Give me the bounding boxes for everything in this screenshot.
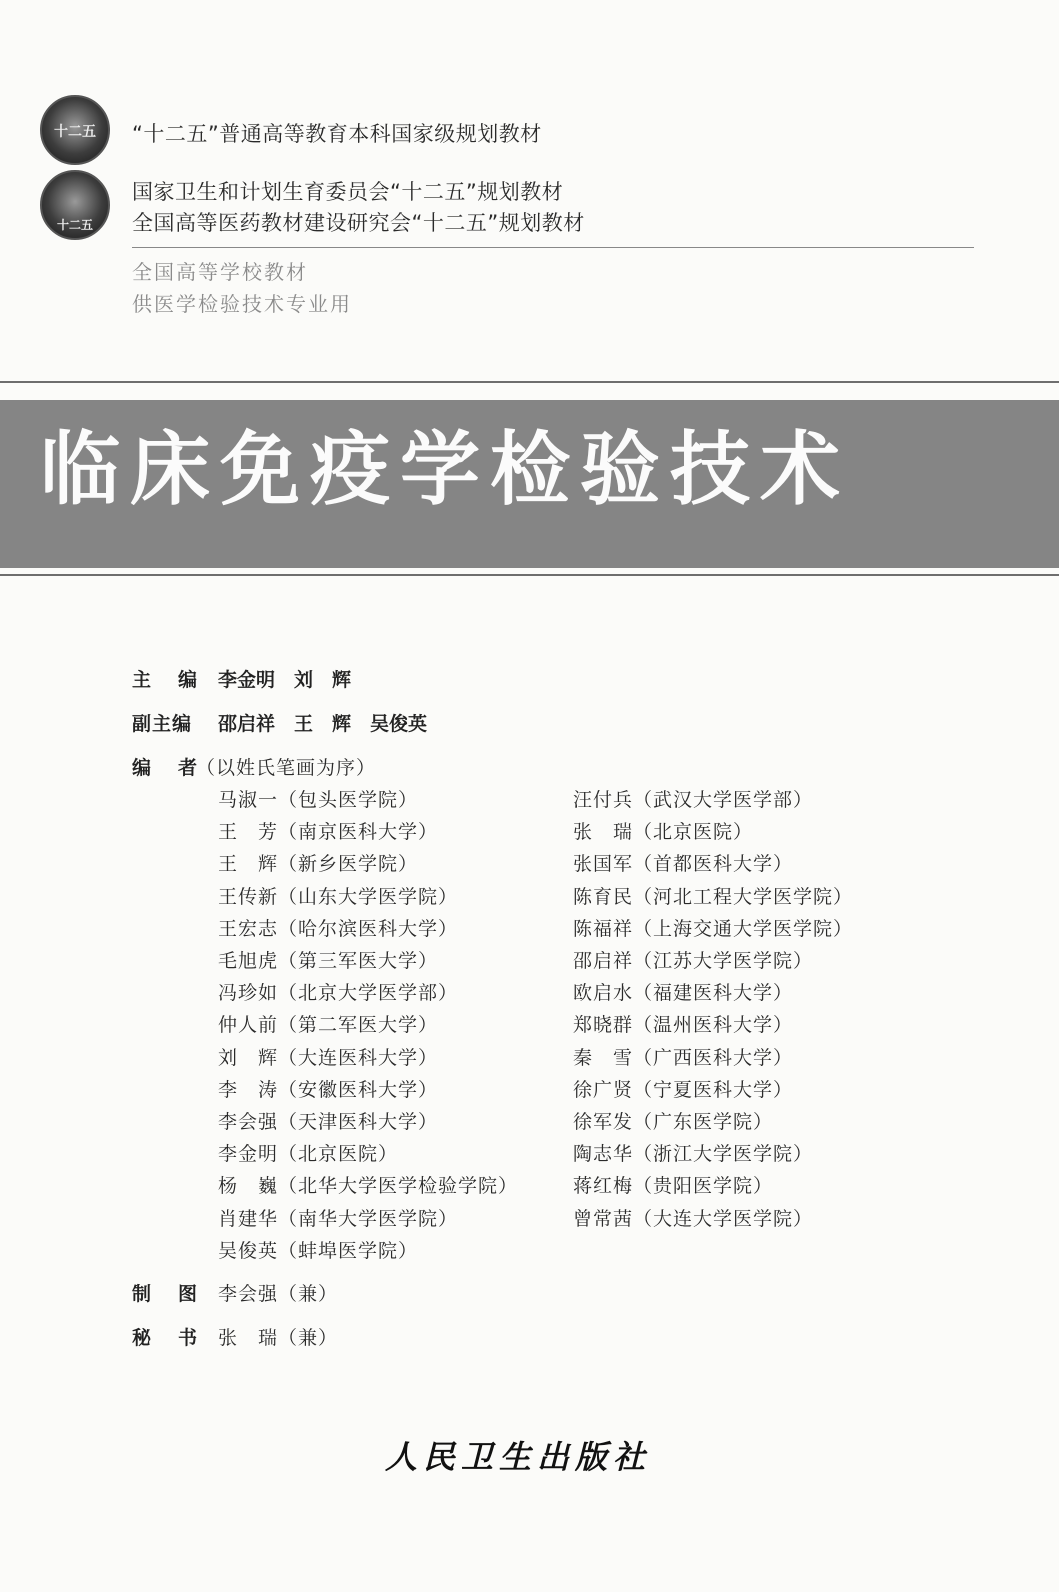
contributor-entry: 欧启水（福建医科大学） (573, 982, 794, 1005)
secretary-label: 秘 书 (132, 1327, 202, 1349)
contributor-entry: 王传新（山东大学医学院） (218, 885, 459, 908)
illustration-label: 制 图 (132, 1283, 202, 1305)
contributor-entry: 肖建华（南华大学医学院） (218, 1207, 459, 1230)
emblem-text: 十二五 (56, 218, 93, 232)
contributor-entry: 陈育民（河北工程大学医学院） (573, 885, 854, 908)
title-band-bottom-rule (0, 574, 1059, 576)
contributor-entry: 陶志华（浙江大学医学院） (573, 1143, 814, 1166)
contributor-entry: 仲人前（第二军医大学） (218, 1014, 439, 1037)
illustration-name: 李会强（兼） (218, 1283, 339, 1305)
chief-editor-names: 李金明 刘 辉 (218, 669, 352, 691)
contributor-entry: 杨 巍（北华大学医学检验学院） (218, 1175, 519, 1198)
contributor-entry: 曾常茜（大连大学医学院） (573, 1207, 814, 1230)
contributor-entry: 李 涛（安徽医科大学） (218, 1078, 439, 1101)
contributor-entry: 马淑一（包头医学院） (218, 789, 419, 811)
contributor-entry: 郑晓群（温州医科大学） (573, 1014, 794, 1037)
series-line-2: 国家卫生和计划生育委员会“十二五”规划教材 (132, 180, 564, 204)
contributor-entry: 毛旭虎（第三军医大学） (218, 950, 439, 972)
contributor-entry: 邵启祥（江苏大学医学院） (573, 950, 814, 972)
deputy-editor-label: 副主编 (132, 713, 193, 735)
secretary-name: 张 瑞（兼） (218, 1327, 339, 1349)
editors-label: 编 者 (132, 757, 202, 779)
intended-use: 供医学检验技术专业用 (132, 292, 352, 316)
deputy-editor-names: 邵启祥 王 辉 吴俊英 (218, 713, 428, 735)
contributor-entry: 冯珍如（北京大学医学部） (218, 982, 459, 1005)
contributor-entry: 张 瑞（北京医院） (573, 821, 754, 844)
contributor-entry: 汪付兵（武汉大学医学部） (573, 789, 814, 811)
header-divider (132, 247, 974, 248)
contributor-entry: 吴俊英（蚌埠医学院） (218, 1239, 419, 1262)
contributor-entry: 王宏志（哈尔滨医科大学） (218, 917, 459, 940)
series-line-1: “十二五”普通高等教育本科国家级规划教材 (132, 122, 542, 146)
contributor-entry: 李金明（北京医院） (218, 1143, 399, 1166)
contributor-entry: 张国军（首都医科大学） (573, 853, 794, 876)
contributor-entry: 王 芳（南京医科大学） (218, 821, 439, 844)
editors-order-note: （以姓氏笔画为序） (196, 757, 377, 779)
contributor-entry: 王 辉（新乡医学院） (218, 853, 419, 876)
contributor-entry: 秦 雪（广西医科大学） (573, 1046, 794, 1069)
contributor-entry: 徐广贤（宁夏医科大学） (573, 1078, 794, 1101)
contributor-entry: 徐军发（广东医学院） (573, 1111, 774, 1133)
contributor-entry: 李会强（天津医科大学） (218, 1111, 439, 1133)
publisher-name: 人民卫生出版社 (385, 1438, 652, 1476)
chief-editor-label: 主 编 (132, 669, 202, 691)
emblem-text: 十二五 (54, 124, 96, 140)
series-emblem-icon (40, 95, 110, 165)
contributor-entry: 刘 辉（大连医科大学） (218, 1046, 439, 1069)
textbook-category: 全国高等学校教材 (132, 260, 308, 284)
contributor-entry: 陈福祥（上海交通大学医学院） (573, 917, 854, 940)
title-band-top-rule (0, 381, 1059, 383)
series-line-3: 全国高等医药教材建设研究会“十二五”规划教材 (132, 211, 585, 235)
book-title: 临床免疫学检验技术 (40, 423, 850, 516)
moon-emblem-icon (40, 170, 110, 240)
contributor-entry: 蒋红梅（贵阳医学院） (573, 1175, 774, 1198)
